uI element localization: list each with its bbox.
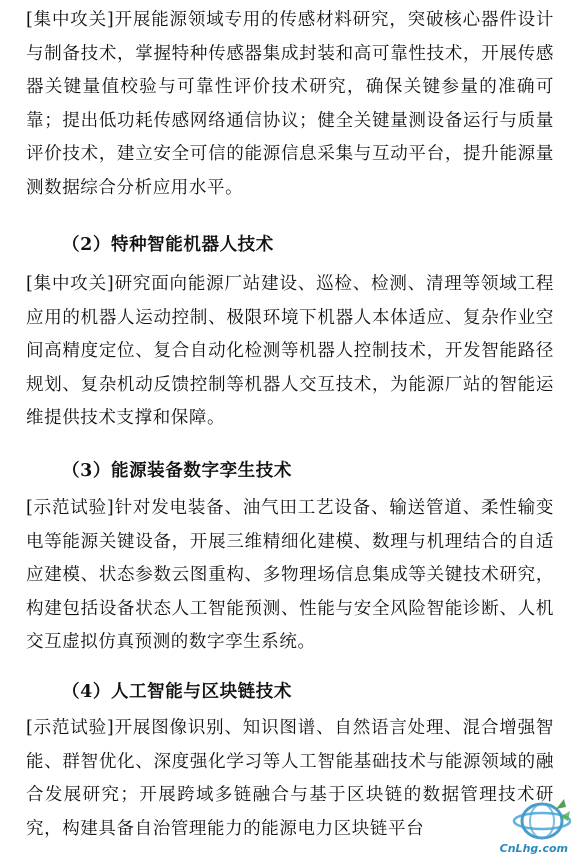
- paragraph-tag: [示范试验]: [26, 498, 115, 518]
- section-heading-ai-blockchain: （4）人工智能与区块链技术: [62, 682, 292, 702]
- paragraph-sensor-materials: [26, 4, 554, 206]
- paragraph-robot: [26, 268, 554, 436]
- paragraph-text: 开展图像识别、知识图谱、自然语言处理、混合增强智能、群智优化、深度强化学习等人工智能基础技术与能源领域的融合发展研究；开展跨域多链融合与基于区块链的数据管理技术研究，构建具备自治管理能力的能源电力区块链平台: [26, 718, 554, 839]
- paragraph-tag: [示范试验]: [26, 718, 115, 738]
- paragraph-ai-blockchain: [26, 712, 554, 846]
- paragraph-tag: [集中攻关]: [26, 274, 115, 294]
- paragraph-tag: [集中攻关]: [26, 10, 115, 30]
- paragraph-text: 针对发电装备、油气田工艺设备、输送管道、柔性输变电等能源关键设备，开展三维精细化建模、数理与机理结合的自适应建模、状态参数云图重构、多物理场信息集成等关键技术研究，构建包括设备状态人工智能预测、性能与安全风险智能诊断、人机交互虚拟仿真预测的数字孪生系统。: [26, 498, 554, 653]
- paragraph-text: 研究面向能源厂站建设、巡检、检测、清理等领域工程应用的机器人运动控制、极限环境下机器人本体适应、复杂作业空间高精度定位、复合自动化检测等机器人控制技术，开发智能路径规划、复杂机动反馈控制等机器人交互技术，为能源厂站的智能运维提供技术支撑和保障。: [26, 274, 554, 429]
- section-heading-digital-twin: （3）能源装备数字孪生技术: [62, 461, 292, 481]
- watermark-text: CnLhg.com: [499, 842, 568, 855]
- paragraph-text: 开展能源领域专用的传感材料研究，突破核心器件设计与制备技术，掌握特种传感器集成封装和高可靠性技术，开展传感器关键量值校验与可靠性评价技术研究，确保关键参量的准确可靠；提出低功耗传感网络通信协议；健全关键量测设备运行与质量评价技术，建立安全可信的能源信息采集与互动平台，提升能源量测数据综合分析应用水平。: [26, 10, 554, 198]
- section-heading-robot: （2）特种智能机器人技术: [62, 235, 274, 255]
- paragraph-digital-twin: [26, 492, 554, 660]
